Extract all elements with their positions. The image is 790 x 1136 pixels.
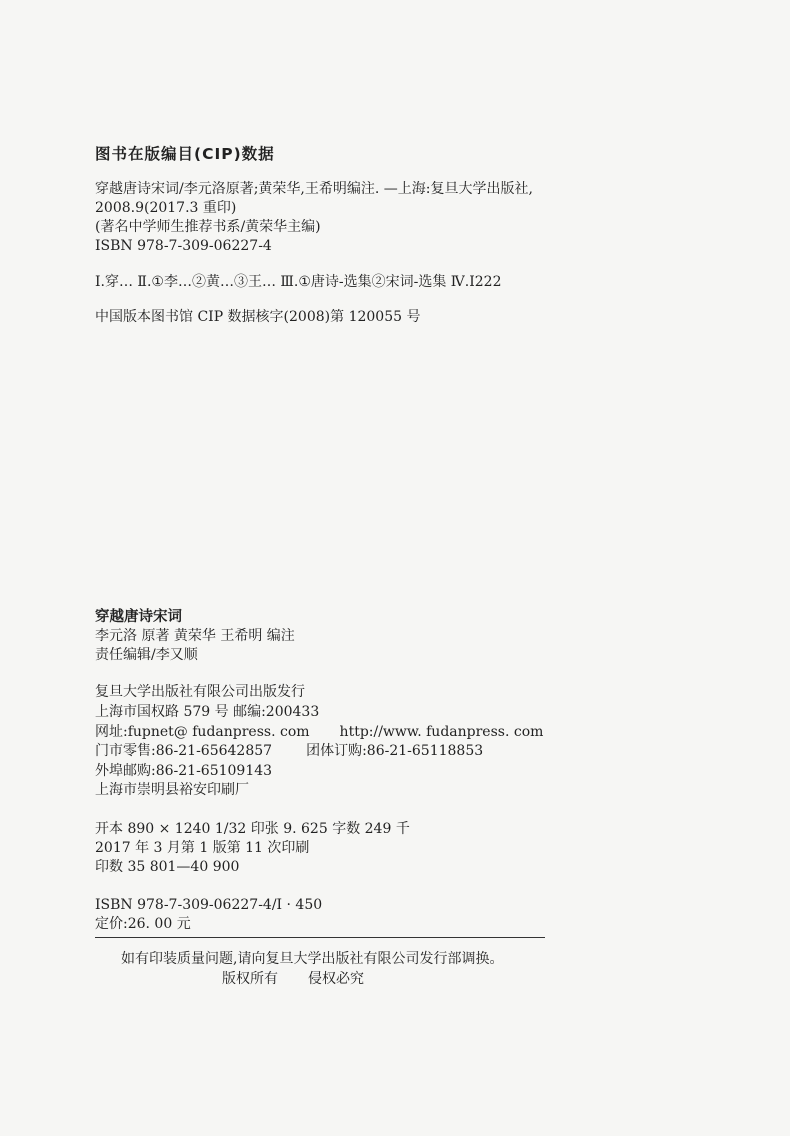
- book-edition: 2017 年 3 月第 1 版第 11 次印刷: [95, 840, 310, 856]
- book-format: 开本 890 × 1240 1/32 印张 9. 625 字数 249 千: [95, 821, 410, 837]
- book-title: 穿越唐诗宋词: [95, 609, 182, 625]
- cip-record-number: 中国版本图书馆 CIP 数据核字(2008)第 120055 号: [95, 309, 421, 325]
- publisher-phones: [95, 742, 483, 760]
- quality-notice: 如有印装质量问题,请向复旦大学出版社有限公司发行部调换。: [121, 951, 504, 967]
- publisher-web: [95, 723, 543, 741]
- infringement-notice: 侵权必究: [308, 971, 364, 987]
- publisher-url: http://www. fudanpress. com: [339, 724, 544, 740]
- price-isbn: ISBN 978-7-309-06227-4/I · 450: [95, 897, 323, 913]
- cip-line-1: 穿越唐诗宋词/李元洛原著;黄荣华,王希明编注. —上海:复旦大学出版社,: [95, 181, 533, 197]
- cip-line-3: (著名中学师生推荐书系/黄荣华主编): [95, 219, 321, 235]
- group-order-phone: 团体订购:86-21-65118853: [306, 743, 484, 759]
- rights-notice: [222, 970, 364, 988]
- publisher-email: 网址:fupnet@ fudanpress. com: [95, 724, 310, 740]
- book-authors: 李元洛 原著 黄荣华 王希明 编注: [95, 628, 295, 644]
- printer-name: 上海市崇明县裕安印刷厂: [95, 782, 249, 798]
- cip-classification: Ⅰ.穿… Ⅱ.①李…②黄…③王… Ⅲ.①唐诗-选集②宋词-选集 Ⅳ.I222: [95, 274, 502, 290]
- publisher-address: 上海市国权路 579 号 邮编:200433: [95, 704, 320, 720]
- book-print-run: 印数 35 801—40 900: [95, 859, 240, 875]
- cip-line-2: 2008.9(2017.3 重印): [95, 200, 237, 216]
- mail-order-phone: 外埠邮购:86-21-65109143: [95, 763, 273, 779]
- cip-isbn: ISBN 978-7-309-06227-4: [95, 238, 272, 254]
- book-price: 定价:26. 00 元: [95, 916, 191, 932]
- divider-line: [95, 937, 545, 938]
- book-editor: 责任编辑/李又顺: [95, 647, 198, 663]
- rights-reserved: 版权所有: [222, 971, 278, 987]
- retail-phone: 门市零售:86-21-65642857: [95, 743, 273, 759]
- cip-heading: 图书在版编目(CIP)数据: [95, 145, 275, 163]
- publisher-name: 复旦大学出版社有限公司出版发行: [95, 684, 305, 700]
